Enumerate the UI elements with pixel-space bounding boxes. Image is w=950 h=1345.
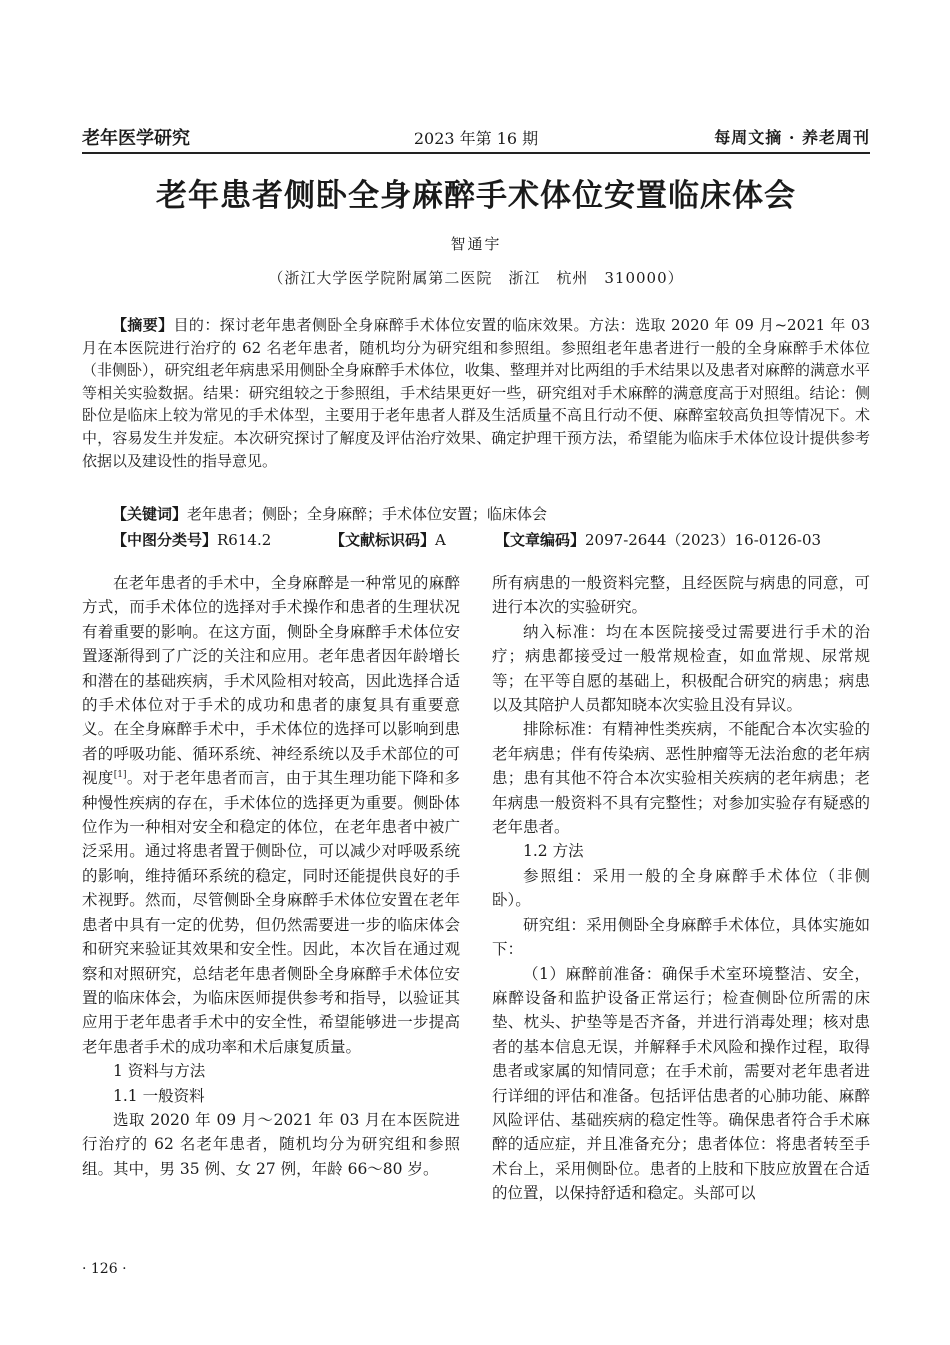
keywords-label: 【关键词】 bbox=[112, 505, 188, 523]
paragraph-study-group: 研究组：采用侧卧全身麻醉手术体位，具体实施如下： bbox=[492, 915, 870, 959]
article-code-label: 【文章编码】 bbox=[495, 531, 586, 549]
issue-label: 2023 年第 16 期 bbox=[413, 129, 539, 148]
paragraph-inclusion: 纳入标准：均在本医院接受过需要进行手术的治疗；病患都接受过一般常规检查，如血常规、尿常规等；在平等自愿的基础上，积极配合研究的病患；病患以及其陪护人员都知晓本次实验且没有异议。 bbox=[492, 622, 870, 715]
citation-ref: [1] bbox=[113, 770, 127, 781]
header-divider bbox=[82, 152, 870, 154]
clc-label: 【中图分类号】 bbox=[112, 531, 218, 549]
journal-name: 老年医学研究 bbox=[82, 128, 190, 149]
publication-name: 每周文摘 · 养老周刊 bbox=[714, 128, 870, 147]
doc-label: 【文献标识码】 bbox=[330, 531, 436, 549]
article-code bbox=[495, 529, 821, 551]
article-title: 老年患者侧卧全身麻醉手术体位安置临床体会 bbox=[156, 178, 796, 214]
section-heading-1: 1 资料与方法 bbox=[113, 1062, 206, 1081]
keywords bbox=[112, 503, 870, 525]
doc-code bbox=[330, 529, 446, 551]
paragraph-intro bbox=[82, 571, 460, 1059]
intro-text-b: 。对于老年患者而言，由于其生理功能下降和多种慢性疾病的存在，手术体位的选择更为重要。侧卧体位作为一种相对安全和稳定的体位，在老年患者中被广泛采用。通过将患者置于侧卧位，可以减少对呼吸系统的影响，维持循环系统的稳定，同时还能提供良好的手术视野。然而，尽管侧卧全身麻醉手术体位安置在老年患者中具有一定的优势，但仍然需要进一步的临床体会和研究来验证其效果和安全性。因此，本次旨在通过观察和对照研究，总结老年患者侧卧全身麻醉手术体位安置的临床体会，为临床医师提供参考和指导，以验证其应用于老年患者手术中的安全性，希望能够进一步提高老年患者手术的成功率和术后康复质量。 bbox=[82, 769, 460, 1056]
abstract bbox=[82, 314, 870, 472]
abstract-text: 目的：探讨老年患者侧卧全身麻醉手术体位安置的临床效果。方法：选取 2020 年 09 月~2021 年 03 月在本医院进行治疗的 62 名老年患者，随机均分为研究组和参照组。参照组老年患者进行一般的全身麻醉手术体位（非侧卧），研究组老年病患采用侧卧全身麻醉手术体位，收集、整理并对比两组的手术结果以及患者对麻醉的满意水平等相关实验数据。结果：研究组较之于参照组，手术结果更好一些，研究组对手术麻醉的满意度高于对照组。结论：侧卧位是临床上较为常见的手术体型，主要用于老年患者人群及生活质量不高且行动不便、麻醉室较高负担等情况下。术中，容易发生并发症。本次研究探讨了解度及评估治疗效果、确定护理干预方法，希望能为临床手术体位设计提供参考依据以及建设性的指导意见。 bbox=[82, 316, 870, 470]
section-heading-1-1: 1.1 一般资料 bbox=[113, 1086, 205, 1105]
classification-line bbox=[112, 529, 870, 551]
paragraph-exclusion: 排除标准：有精神性类疾病，不能配合本次实验的老年病患；伴有传染病、恶性肿瘤等无法治愈的老年病患；患有其他不符合本次实验相关疾病的老年病患；老年病患一般资料不具有完整性；对参加实验存有疑惑的老年患者。 bbox=[492, 720, 870, 837]
body-column-left bbox=[82, 571, 460, 1181]
paragraph-preparation: （1）麻醉前准备：确保手术室环境整洁、安全，麻醉设备和监护设备正常运行；检查侧卧位所需的床垫、枕头、护垫等是否齐备，并进行消毒处理；核对患者的基本信息无误，并解释手术风险和操作过程，取得患者或家属的知情同意；在手术前，需要对老年患者进行详细的评估和准备。包括评估患者的心肺功能、麻醉风险评估、基础疾病的稳定性等。确保患者符合手术麻醉的适应症，并且准备充分；患者体位：将患者转至手术台上，采用侧卧位。患者的上肢和下肢应放置在合适的位置，以保持舒适和稳定。头部可以 bbox=[492, 964, 870, 1203]
intro-text-a: 在老年患者的手术中，全身麻醉是一种常见的麻醉方式，而手术体位的选择对手术操作和患者的生理状况有着重要的影响。在这方面，侧卧全身麻醉手术体位安置逐渐得到了广泛的关注和应用。老年患者因年龄增长和潜在的基础疾病，手术风险相对较高，因此选择合适的手术体位对于手术的成功和患者的康复具有重要意义。在全身麻醉手术中，手术体位的选择可以影响到患者的呼吸功能、循环系统、神经系统以及手术部位的可视度 bbox=[82, 574, 460, 788]
clc-value: R614.2 bbox=[217, 531, 272, 549]
article-code-value: 2097-2644（2023）16-0126-03 bbox=[585, 531, 822, 549]
page-number: · 126 · bbox=[82, 1261, 127, 1277]
body-column-right bbox=[492, 571, 870, 1206]
article-affiliation: （浙江大学医学院附属第二医院 浙江 杭州 310000） bbox=[268, 269, 684, 287]
keywords-text: 老年患者；侧卧；全身麻醉；手术体位安置；临床体会 bbox=[187, 505, 548, 523]
paragraph-general-data: 选取 2020 年 09 月～2021 年 03 月在本医院进行治疗的 62 名老年患者，随机均分为研究组和参照组。其中，男 35 例、女 27 例，年龄 66～80 岁。 bbox=[82, 1110, 460, 1178]
paragraph-continued: 所有病患的一般资料完整，且经医院与病患的同意，可进行本次的实验研究。 bbox=[492, 574, 870, 617]
doc-value: A bbox=[435, 531, 446, 549]
running-header bbox=[82, 124, 870, 154]
article-author: 智通宇 bbox=[450, 235, 502, 253]
section-heading-1-2: 1.2 方法 bbox=[523, 842, 584, 861]
clc-code bbox=[112, 529, 271, 551]
abstract-label: 【摘要】 bbox=[112, 316, 174, 334]
paragraph-reference-group: 参照组：采用一般的全身麻醉手术体位（非侧卧）。 bbox=[492, 866, 870, 910]
